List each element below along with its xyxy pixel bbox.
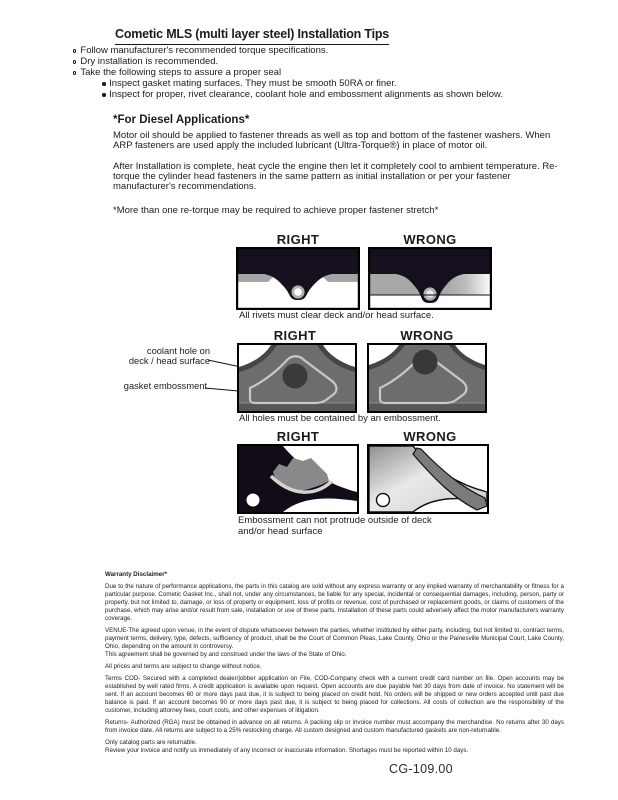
tip-item <box>73 68 573 78</box>
row3-caption: Embossment can not protrude outside of deck and/or head surface <box>238 515 432 537</box>
row2-wrong-header: WRONG <box>400 328 454 343</box>
row3-wrong-header: WRONG <box>403 429 457 444</box>
diesel-paragraph-2: After Installation is complete, heat cycle the engine then let it completely cool to ambient temperature. Re-torque the cylinder head fasteners in the same pattern as initial installation or per your fastener manufacturer's recommendations. <box>113 161 558 193</box>
disclaimer-agreement: This agreement shall be governed by and construed under the laws of the State of Ohio. <box>105 651 347 658</box>
tip-text: Inspect gasket mating surfaces. They must be smooth 50RA or finer. <box>109 77 397 89</box>
page-title: Cometic MLS (multi layer steel) Installation Tips <box>115 27 389 45</box>
installation-tips-list <box>73 46 573 100</box>
diesel-applications-heading: *For Diesel Applications* <box>113 114 250 126</box>
tip-subitem <box>102 79 573 89</box>
protrusion-wrong-diagram <box>367 444 489 514</box>
circle-bullet-icon <box>73 71 76 74</box>
disclaimer-returns: Returns- Authorized (RGA) must be obtained in advance on all returns. A packing slip or invoice number must accompany the merchandise. No returns after 30 days from invoice date. All returns are subject to a 25% restocking charge. All custom designed and custom manufactured gaskets are non-returnable. <box>105 719 564 734</box>
coolant-hole <box>283 364 308 389</box>
protrusion-right-diagram <box>237 444 359 514</box>
coolant-hole-label: coolant hole on deck / head surface <box>128 346 210 366</box>
row1-wrong-header: WRONG <box>403 232 457 247</box>
row2-right-header: RIGHT <box>273 328 317 343</box>
dot-bullet-icon <box>102 82 106 86</box>
tip-item <box>73 57 573 67</box>
tip-item <box>73 46 573 56</box>
tip-subitem <box>102 90 573 100</box>
gasket-embossment-label: gasket embossment <box>123 381 207 391</box>
tip-text: Take the following steps to assure a proper seal <box>80 66 282 78</box>
row1-right-header: RIGHT <box>276 232 320 247</box>
circle-bullet-icon <box>73 49 76 52</box>
circle-bullet-icon <box>73 60 76 63</box>
rivet-right-diagram <box>236 247 360 310</box>
retorque-note: *More than one re-torque may be required to achieve proper fastener stretch* <box>113 205 439 216</box>
disclaimer-venue: VENUE-The agreed upon venue, in the event of dispute whatsoever between the parties, whether instituted by either party, including, but not limited to, contract terms, payment terms, delivery, type, defects, sufficiency of product, shall be the Court of Common Pleas, Lake County, Ohio or the Painesville Municipal Court, Lake County, Ohio, depending on the amount in controversy. <box>105 627 564 650</box>
disclaimer-terms: Terms COD- Secured with a completed dealer/jobber application on File, COD-Company check with a current credit card number on file. Open accounts may be established by well rated firms. A credit application is available upon request. Open accounts are due payable Net 30 days from date of invoice. No statement will be sent. If an account becomes 60 or more days past due, it is subject to being placed on credit hold. No orders will be shipped or new orders accepted until past due balance is paid. If an account becomes 90 or more days past due, it is subject to being placed for collections. All costs of collection are the responsibility of the customer, including attorney fees, court costs, and other expenses of litigation. <box>105 675 564 714</box>
tip-text: Follow manufacturer's recommended torque specifications. <box>80 45 329 56</box>
row2-caption: All holes must be contained by an embossment. <box>239 413 441 424</box>
dot-bullet-icon <box>102 93 106 97</box>
diesel-paragraph-1: Motor oil should be applied to fastener threads as well as top and bottom of the fastener washers. When ARP fasteners are used apply the included lubricant (Ultra-Torque®) in place of motor oil. <box>113 130 551 152</box>
tip-text: Dry installation is recommended. <box>80 55 219 67</box>
bolt-hole <box>377 494 390 507</box>
disclaimer-catalog: Only catalog parts are returnable. <box>105 739 197 746</box>
tip-text: Inspect for proper, rivet clearance, coolant hole and embossment alignments as shown below. <box>109 88 504 100</box>
warranty-disclaimer <box>105 571 564 755</box>
disclaimer-review: Review your invoice and notify us immediately of any incorrect or inaccurate information. Shortages must be reported within 10 days. <box>105 747 469 754</box>
coolant-hole-right-diagram <box>237 343 357 413</box>
catalog-page-code: CG-109.00 <box>389 762 453 776</box>
rivet-wrong-diagram <box>368 247 492 310</box>
bolt-hole <box>247 494 260 507</box>
coolant-hole-wrong-diagram <box>367 343 487 413</box>
disclaimer-prices: All prices and terms are subject to change without notice. <box>105 663 262 670</box>
row1-caption: All rivets must clear deck and/or head surface. <box>239 310 434 321</box>
coolant-hole <box>413 350 438 375</box>
row3-right-header: RIGHT <box>276 429 320 444</box>
disclaimer-liability: Due to the nature of performance applications, the parts in this catalog are sold without any express warranty or any implied warranty of merchantability or fitness for a particular purpose. Cometic Gasket Inc., shall not, under any circumstances, be liable for any special, incidental or consequential damages, including, person, party or property, but not limited to, damage, or loss of property or equipment, loss of profits or revenue, cost of purchased or replacement goods, or claims of customers of the purchase, which may arise and/or result from sale, installation or use of these parts. Installation of these parts could adversely affect the motor manufacturers warranty coverage. <box>105 583 564 622</box>
warranty-disclaimer-heading: Warranty Disclaimer* <box>105 571 168 578</box>
